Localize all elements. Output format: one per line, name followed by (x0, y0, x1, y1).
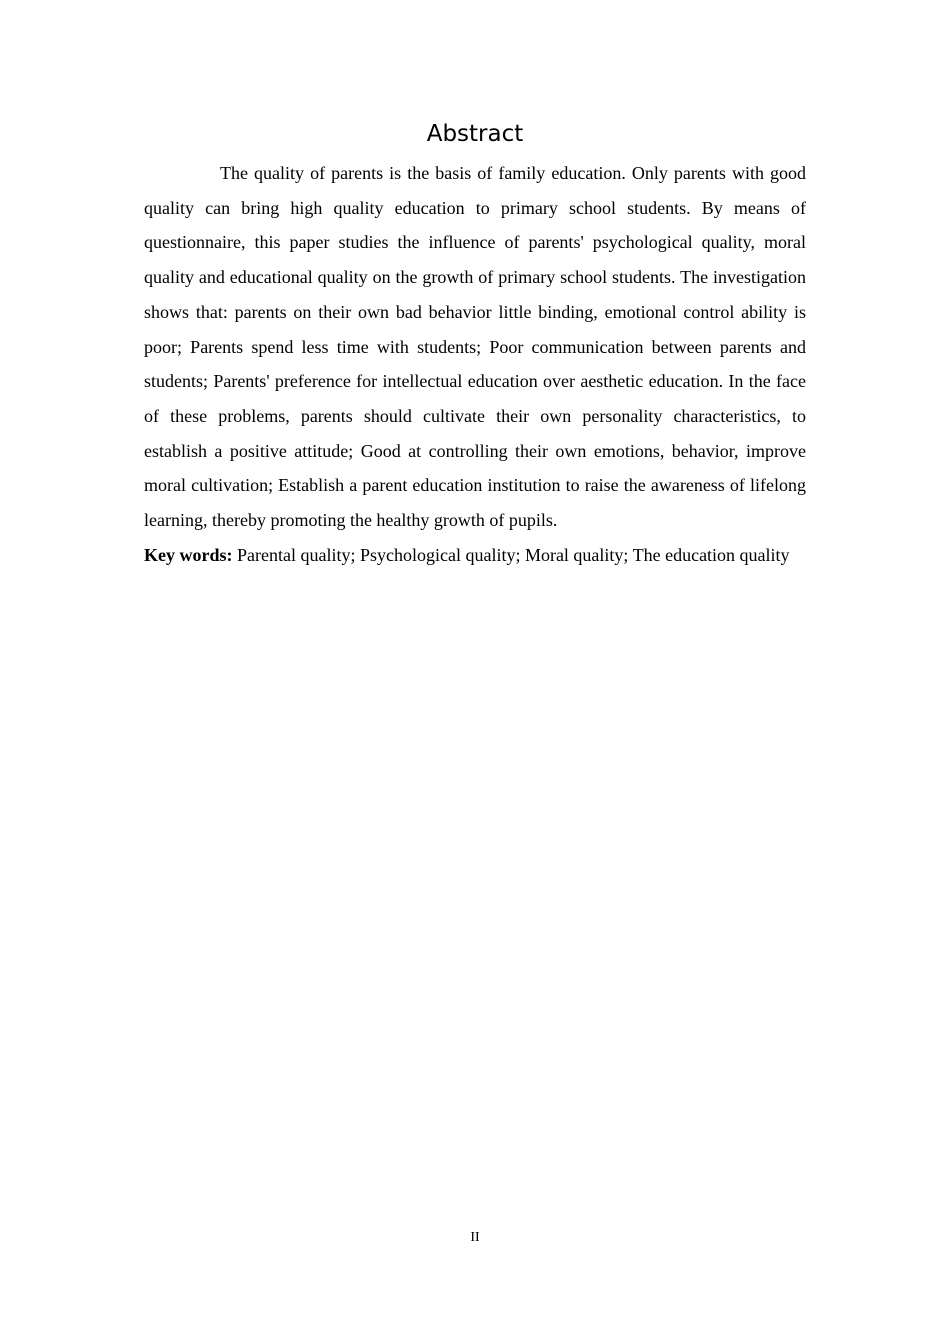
keywords-label: Key words: (144, 544, 233, 565)
abstract-title: Abstract (426, 121, 524, 147)
keywords-paragraph (144, 538, 806, 573)
keywords-text: Parental quality; Psychological quality; Moral quality; The education quality (237, 544, 790, 565)
page-number: II (470, 1230, 480, 1245)
abstract-body: The quality of parents is the basis of family education. Only parents with good quality can bring high quality education to primary school students. By means of questionnaire, this paper studies the influence of parents' psychological quality, moral quality and educational quality on the growth of primary school students. The investigation shows that: parents on their own bad behavior little binding, emotional control ability is poor; Parents spend less time with students; Poor communication between parents and students; Parents' preference for intellectual education over aesthetic education. In the face of these problems, parents should cultivate their own personality characteristics, to establish a positive attitude; Good at controlling their own emotions, behavior, improve moral cultivation; Establish a parent education institution to raise the awareness of lifelong learning, thereby promoting the healthy growth of pupils. (144, 163, 806, 531)
abstract-section (144, 118, 806, 572)
